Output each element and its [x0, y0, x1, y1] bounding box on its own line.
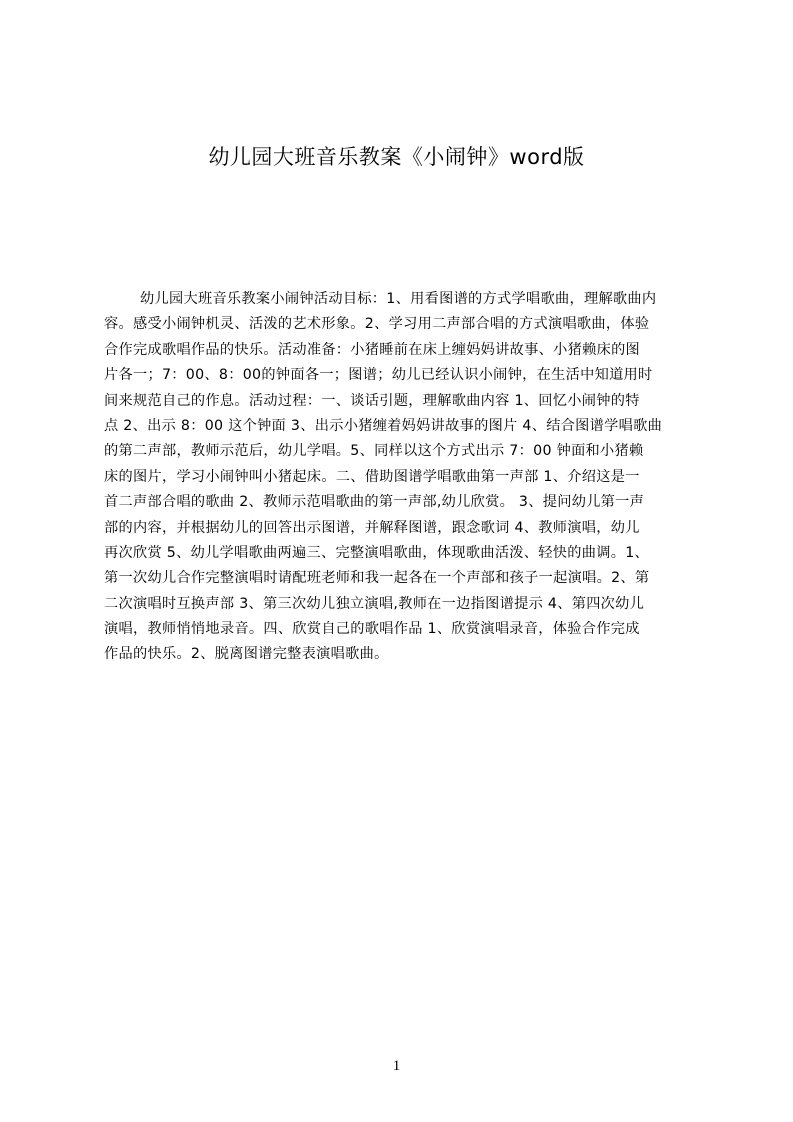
- document-body: [104, 287, 696, 668]
- body-line: 容。感受小闹钟机灵、活泼的艺术形象。2、学习用二声部合唱的方式演唱歌曲，体验: [104, 316, 650, 333]
- body-line: 间来规范自己的作息。活动过程：一、谈话引题，理解歌曲内容 1、回忆小闹钟的特: [104, 392, 640, 409]
- body-line: 部的内容，并根据幼儿的回答出示图谱，并解释图谱，跟念歌词 4、教师演唱，幼儿: [104, 519, 640, 536]
- document-title: 幼儿园大班音乐教案《小闹钟》word版: [208, 145, 585, 169]
- body-line: 演唱，教师悄悄地录音。四、欣赏自己的歌唱作品 1、欣赏演唱录音，体验合作完成: [104, 621, 640, 638]
- body-line: 幼儿园大班音乐教案小闹钟活动目标：1、用看图谱的方式学唱歌曲，理解歌曲内: [140, 291, 657, 307]
- body-line: 片各一；7：00、8：00的钟面各一；图谱；幼儿已经认识小闹钟，在生活中知道用时: [104, 367, 653, 384]
- body-line: 二次演唱时互换声部 3、第三次幼儿独立演唱,教师在一边指图谱提示 4、第四次幼儿: [104, 595, 645, 612]
- body-line: 合作完成歌唱作品的快乐。活动准备：小猪睡前在床上缠妈妈讲故事、小猪赖床的图: [104, 341, 641, 358]
- body-line: 床的图片，学习小闹钟叫小猪起床。二、借助图谱学唱歌曲第一声部 1、介绍这是一: [104, 468, 640, 485]
- body-line: 点 2、出示 8：00 这个钟面 3、出示小猪缠着妈妈讲故事的图片 4、结合图谱学唱歌曲: [104, 417, 663, 434]
- page-number: 1: [392, 1058, 401, 1074]
- body-line: 首二声部合唱的歌曲 2、教师示范唱歌曲的第一声部,幼儿欣赏。 3、提问幼儿第一声: [104, 494, 645, 511]
- body-line: 第一次幼儿合作完整演唱时请配班老师和我一起各在一个声部和孩子一起演唱。2、第: [104, 570, 650, 587]
- body-line: 的第二声部，教师示范后，幼儿学唱。5、同样以这个方式出示 7：00 钟面和小猪赖: [104, 443, 644, 460]
- body-line: 作品的快乐。2、脱离图谱完整表演唱歌曲。: [104, 646, 389, 663]
- body-line: 再次欣赏 5、幼儿学唱歌曲两遍三、完整演唱歌曲，体现歌曲活泼、轻快的曲调。1、: [104, 544, 650, 561]
